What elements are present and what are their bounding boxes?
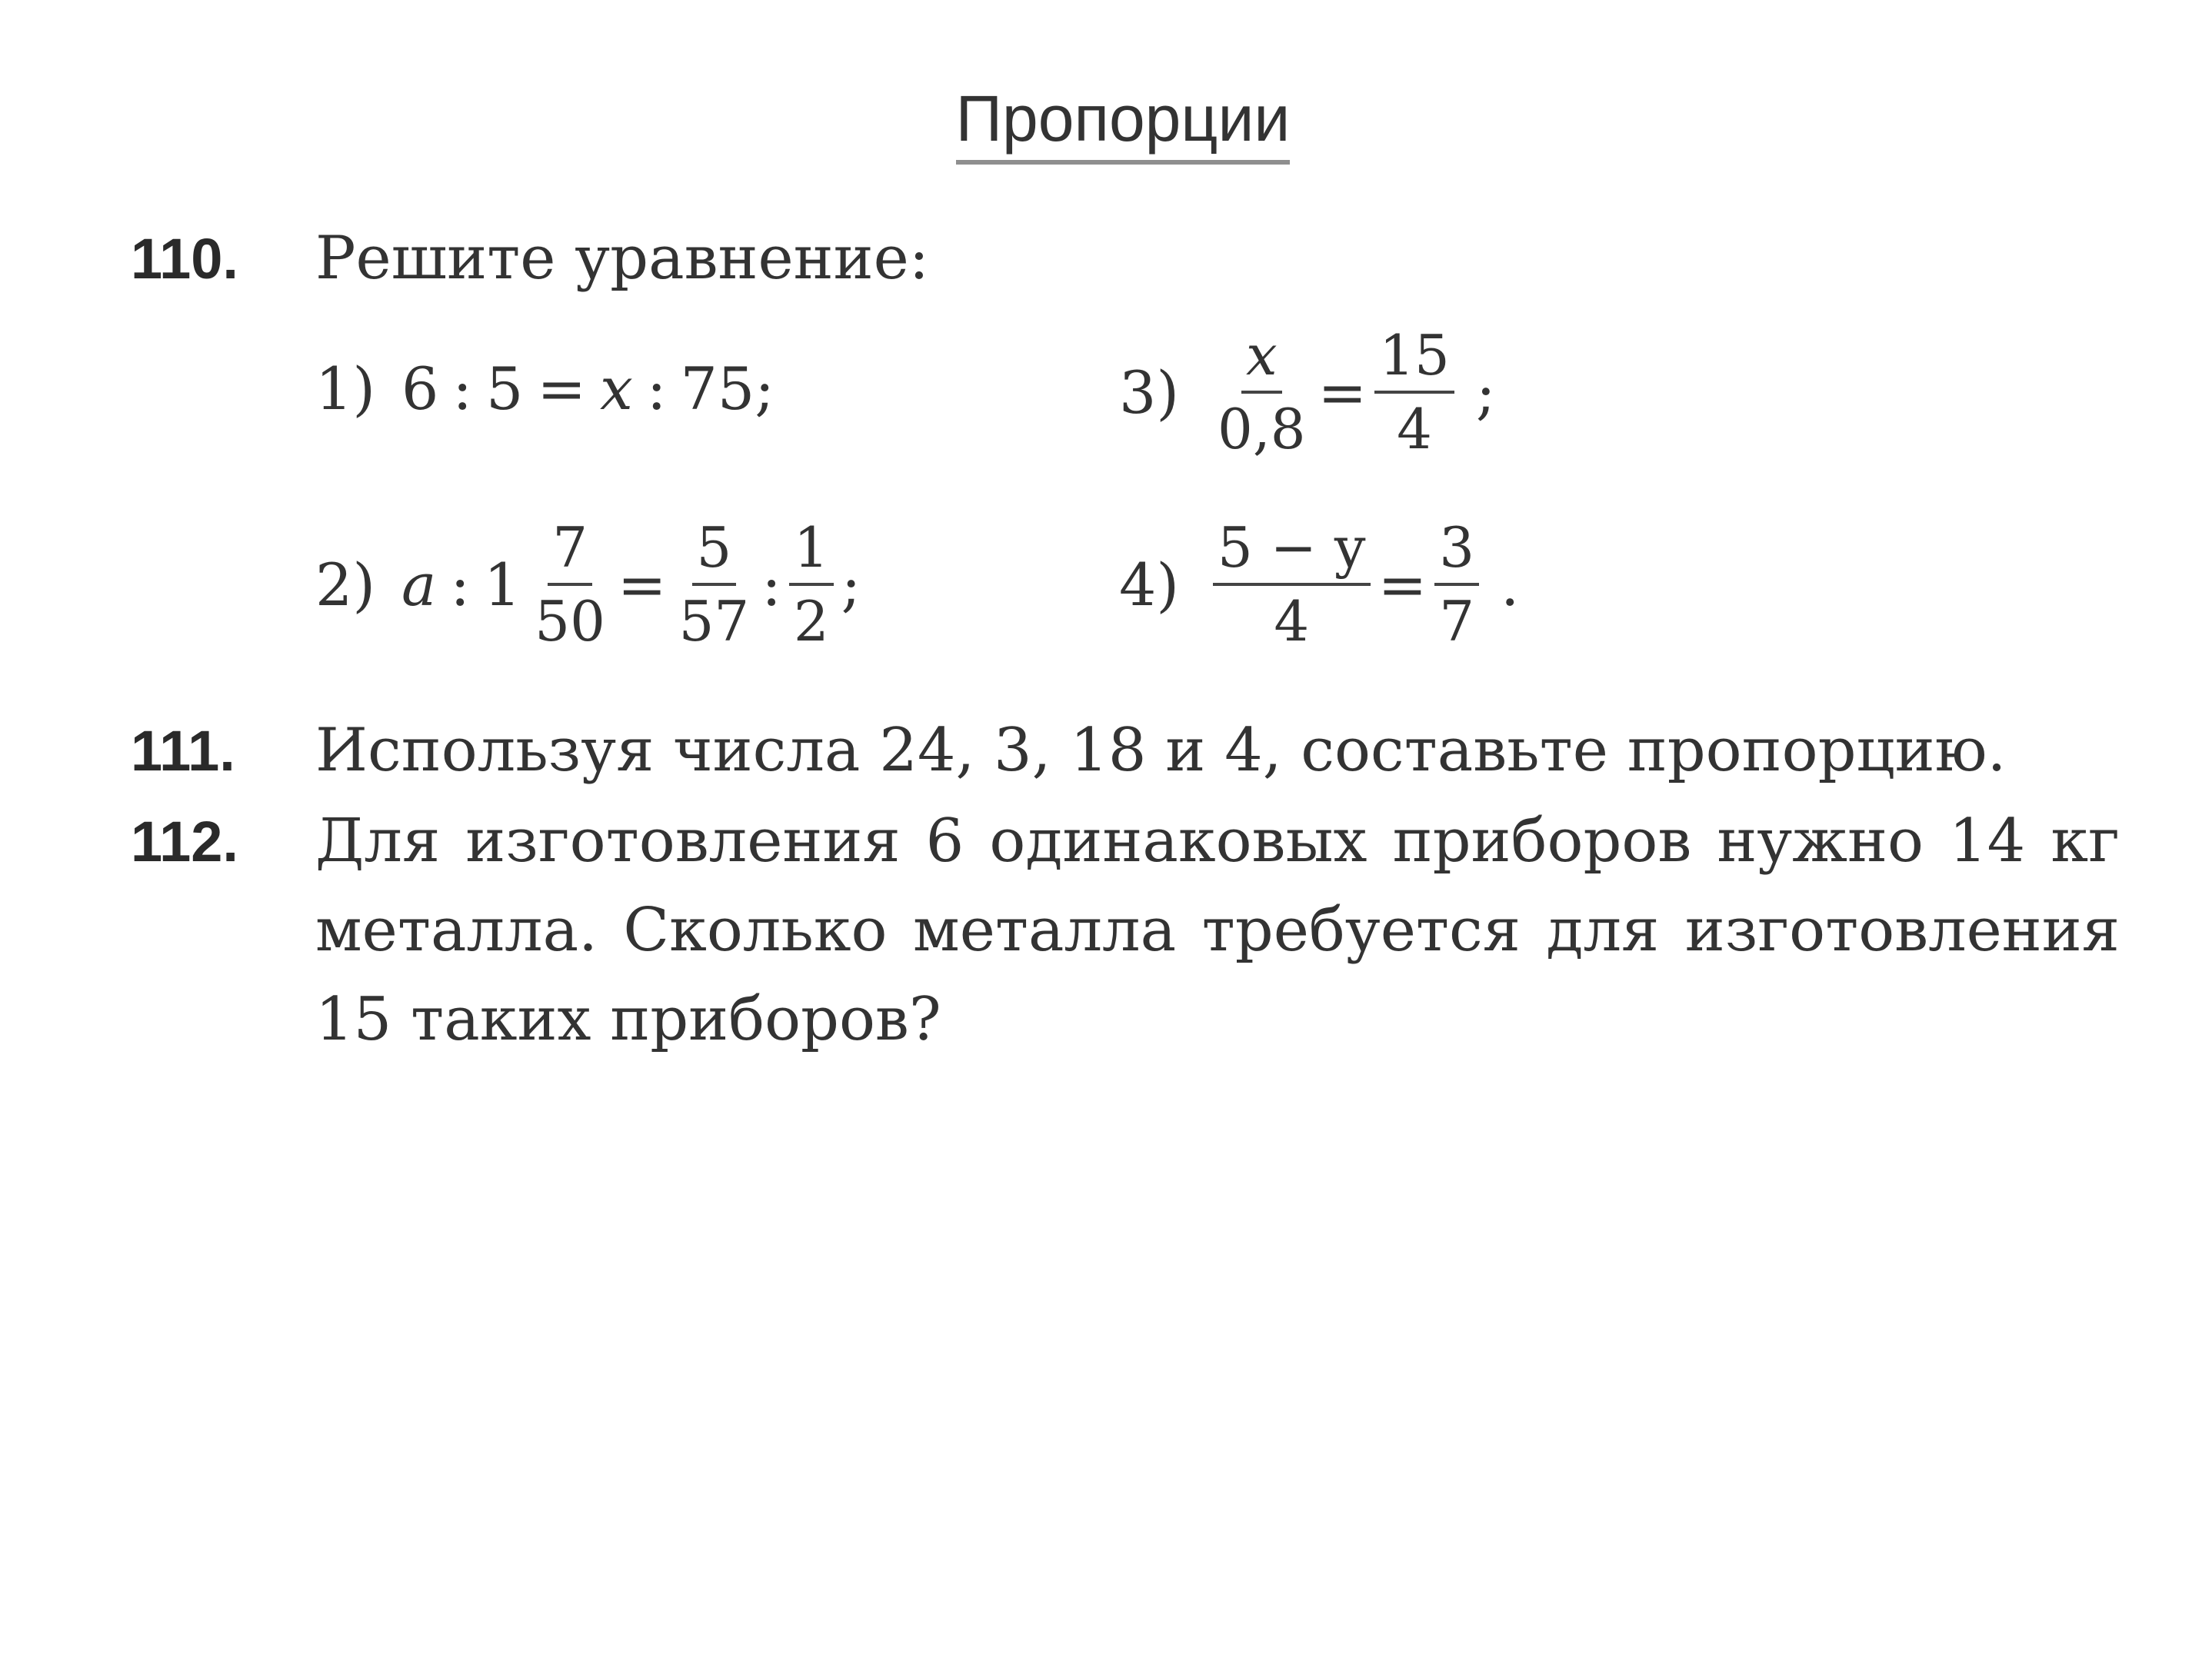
equation-3	[1119, 315, 1495, 469]
equation-label: 4)	[1119, 550, 1180, 619]
denominator: 7	[1439, 589, 1475, 654]
equals-sign: =	[1318, 358, 1368, 427]
problem-text: Используя числа 24, 3, 18 и 4, составьте пропорцию.	[315, 716, 2007, 785]
numerator: 5 − y	[1213, 520, 1371, 586]
mixed-number-whole: 1	[483, 550, 521, 619]
denominator: 57	[678, 589, 750, 654]
equals-sign: =	[1378, 550, 1427, 619]
punctuation: ;	[841, 550, 861, 619]
problem-number: 111.	[131, 719, 235, 783]
fraction	[1213, 515, 1371, 654]
term: 5	[485, 354, 524, 423]
problem-number: 110.	[131, 227, 238, 291]
denominator: 0,8	[1218, 397, 1306, 461]
fraction	[1434, 515, 1479, 654]
fraction	[1374, 323, 1454, 461]
equation-4	[1119, 507, 1519, 661]
colon-sign: :	[450, 550, 470, 619]
colon-sign: :	[761, 550, 781, 619]
equals-sign: =	[617, 550, 667, 619]
term: 75;	[680, 354, 775, 423]
numerator: 15	[1374, 328, 1454, 394]
denominator: 4	[1397, 397, 1432, 461]
problem-110	[131, 224, 2120, 315]
colon-sign: :	[646, 354, 667, 423]
term: 6	[401, 354, 439, 423]
equation-label: 2)	[315, 550, 376, 619]
equation-label: 1)	[315, 354, 376, 423]
problem-111	[131, 716, 2120, 807]
problem-text: Решите уравнение:	[315, 224, 930, 293]
fraction	[1213, 323, 1311, 461]
numerator: x	[1241, 328, 1282, 394]
problem-112	[131, 807, 2120, 1090]
section-heading	[769, 82, 1477, 165]
punctuation: ;	[1475, 358, 1496, 427]
equation-label: 3)	[1119, 358, 1180, 427]
section-title: Пропорции	[956, 86, 1291, 165]
numerator: 3	[1434, 520, 1479, 586]
numerator: 1	[789, 520, 834, 586]
fraction	[789, 515, 834, 654]
denominator: 4	[1274, 589, 1310, 654]
fraction	[530, 515, 610, 654]
variable: a	[401, 550, 437, 619]
equals-sign: =	[537, 354, 587, 423]
colon-sign: :	[452, 354, 472, 423]
equation-2	[315, 507, 861, 661]
numerator: 5	[692, 520, 737, 586]
equation-1	[315, 311, 775, 465]
problem-number: 112.	[131, 810, 238, 873]
fraction	[675, 515, 755, 654]
numerator: 7	[548, 520, 592, 586]
variable: x	[600, 354, 633, 423]
problem-text: Для изготовления 6 одинаковых приборов нужно 14 кг металла. Сколько металла требуется для изготовления 15 таких приборов?	[315, 807, 2120, 1054]
denominator: 2	[793, 589, 829, 654]
denominator: 50	[535, 589, 605, 654]
punctuation: .	[1501, 550, 1520, 619]
